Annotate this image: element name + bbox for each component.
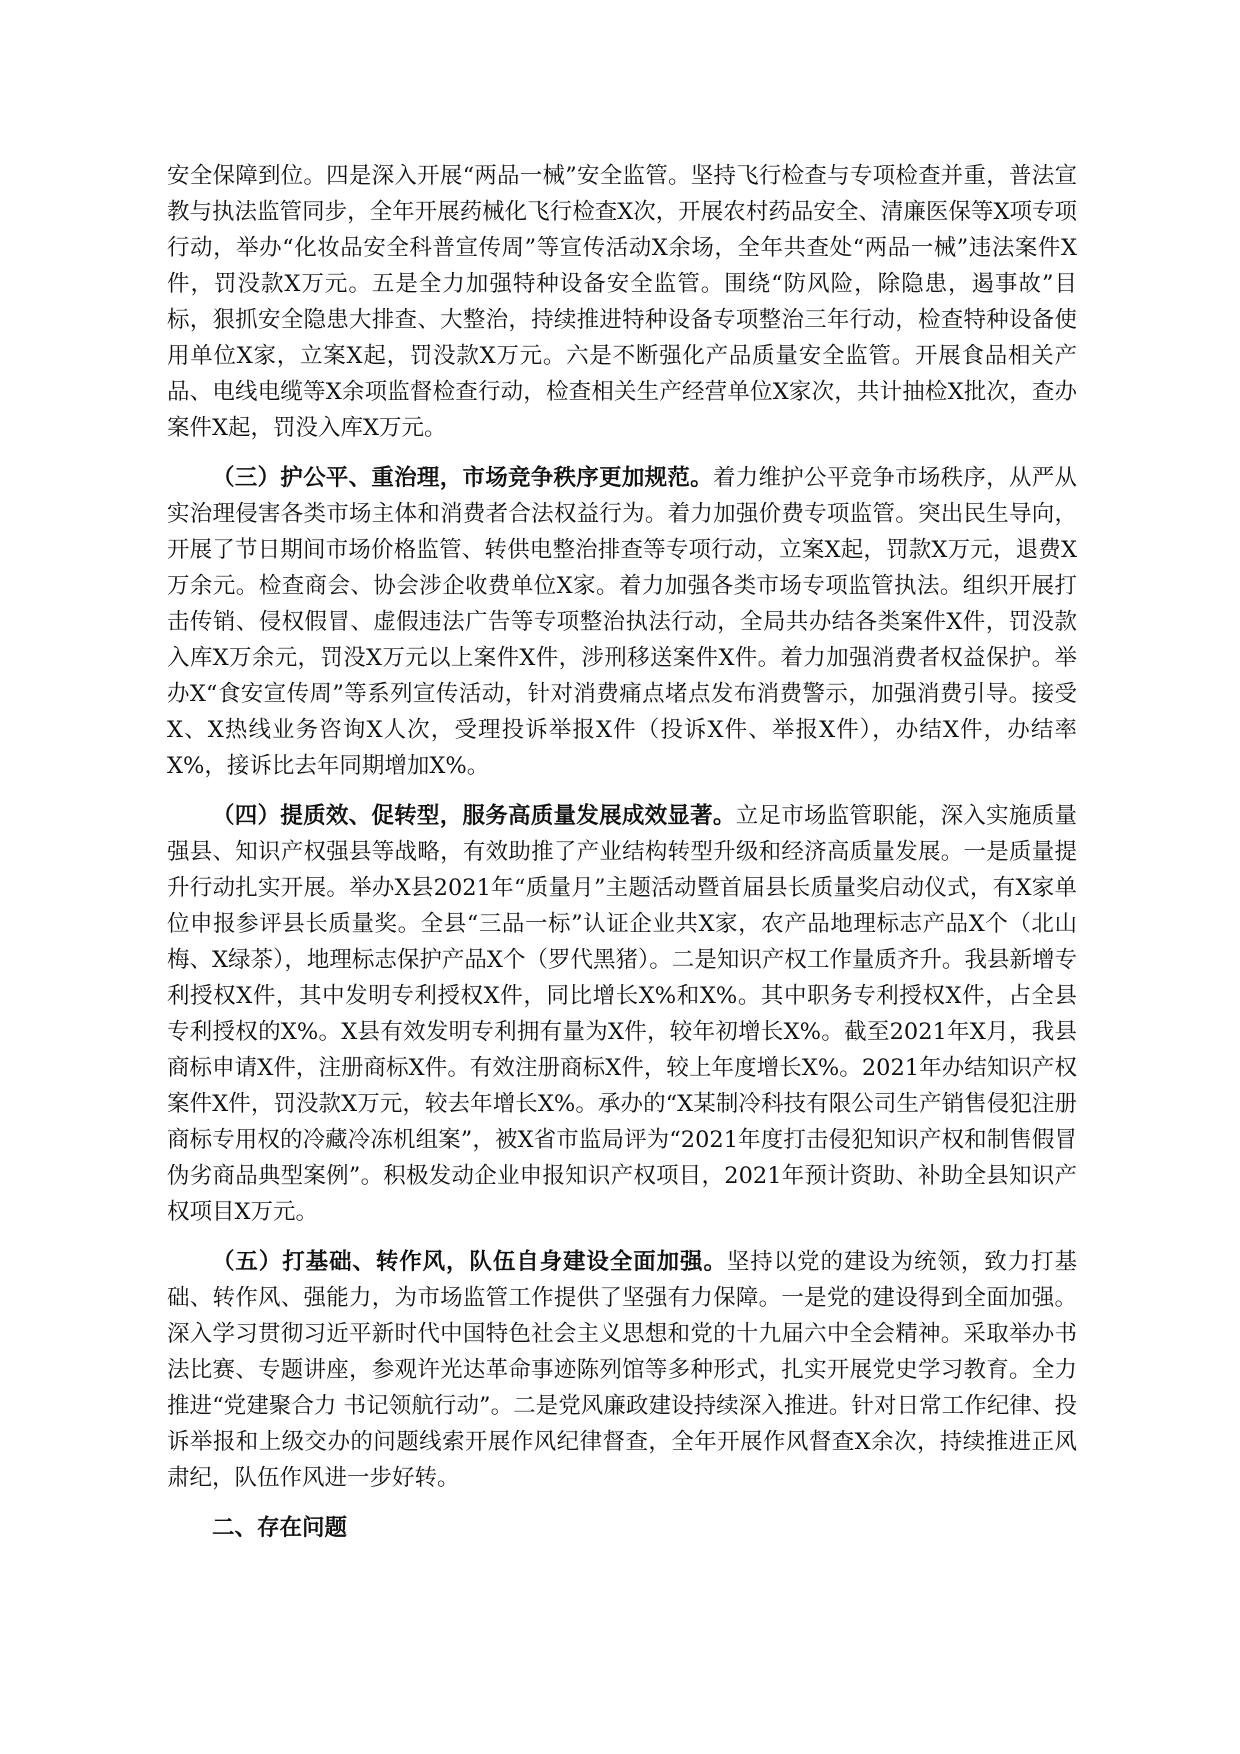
paragraph-heading: （五）打基础、转作风，队伍自身建设全面加强。: [212, 1249, 727, 1275]
paragraph-heading: （三）护公平、重治理，市场竞争秩序更加规范。: [212, 465, 713, 491]
paragraph-text: 坚持以党的建设为统领，致力打基础、转作风、强能力，为市场监管工作提供了坚强有力保障。一是党的建设得到全面加强。深入学习贯彻习近平新时代中国特色社会主义思想和党的十九届六中全会精神。采取举办书法比赛、专题讲座，参观许光达革命事迹陈列馆等多种形式，扎实开展党史学习教育。全力推进“党建聚合力 书记领航行动”。二是党风廉政建设持续深入推进。针对日常工作纪律、投诉举报和上级交办的问题线索开展作风纪律督查，全年开展作风督查X余次，持续推进正风肃纪，队伍作风进一步好转。: [167, 1249, 1077, 1491]
paragraph-heading: （四）提质效、促转型，服务高质量发展成效显著。: [212, 803, 736, 829]
paragraph-text: 着力维护公平竞争市场秩序，从严从实治理侵害各类市场主体和消费者合法权益行为。着力加强价费专项监管。突出民生导向，开展了节日期间市场价格监管、转供电整治排查等专项行动，立案X起，罚款X万元，退费X万余元。检查商会、协会涉企收费单位X家。着力加强各类市场专项监管执法。组织开展打击传销、侵权假冒、虚假违法广告等专项整治执法行动，全局共办结各类案件X件，罚没款入库X万余元，罚没X万元以上案件X件，涉刑移送案件X件。着力加强消费者权益保护。举办X“食安宣传周”等系列宣传活动，针对消费痛点堵点发布消费警示，加强消费引导。接受X、X热线业务咨询X人次，受理投诉举报X件（投诉X件、举报X件），办结X件，办结率X%，接诉比去年同期增加X%。: [167, 465, 1077, 779]
paragraph-quality-development: [167, 798, 1077, 1230]
paragraph-text: 立足市场监管职能，深入实施质量强县、知识产权强县等战略，有效助推了产业结构转型升级和经济高质量发展。一是质量提升行动扎实开展。举办X县2021年“质量月”主题活动暨首届县长质量奖启动仪式，有X家单位申报参评县长质量奖。全县“三品一标”认证企业共X家，农产品地理标志产品X个（北山梅、X绿茶），地理标志保护产品X个（罗代黑猪）。二是知识产权工作量质齐升。我县新增专利授权X件，其中发明专利授权X件，同比增长X%和X%。其中职务专利授权X件，占全县专利授权的X%。X县有效发明专利拥有量为X件，较年初增长X%。截至2021年X月，我县商标申请X件，注册商标X件。有效注册商标X件，较上年度增长X%。2021年办结知识产权案件X件，罚没款X万元，较去年增长X%。承办的“X某制冷科技有限公司生产销售侵犯注册商标专用权的冷藏冷冻机组案”，被X省市监局评为“2021年度打击侵犯知识产权和制售假冒伪劣商品典型案例”。积极发动企业申报知识产权项目，2021年预计资助、补助全县知识产权项目X万元。: [167, 803, 1077, 1225]
document-page: [167, 158, 1077, 1560]
paragraph-team-building: [167, 1244, 1077, 1496]
paragraph-safety-continued: [167, 158, 1077, 446]
paragraph-text: 安全保障到位。四是深入开展“两品一械”安全监管。坚持飞行检查与专项检查并重，普法宣教与执法监管同步，全年开展药械化飞行检查X次，开展农村药品安全、清廉医保等X项专项行动，举办“化妆品安全科普宣传周”等宣传活动X余场，全年共查处“两品一械”违法案件X件，罚没款X万元。五是全力加强特种设备安全监管。围绕“防风险，除隐患，遏事故”目标，狠抓安全隐患大排查、大整治，持续推进特种设备专项整治三年行动，检查特种设备使用单位X家，立案X起，罚没款X万元。六是不断强化产品质量安全监管。开展食品相关产品、电线电缆等X余项监督检查行动，检查相关生产经营单位X家次，共计抽检X批次，查办案件X起，罚没入库X万元。: [167, 163, 1077, 441]
paragraph-fair-competition: [167, 460, 1077, 784]
section-heading-problems: 二、存在问题: [212, 1515, 348, 1541]
